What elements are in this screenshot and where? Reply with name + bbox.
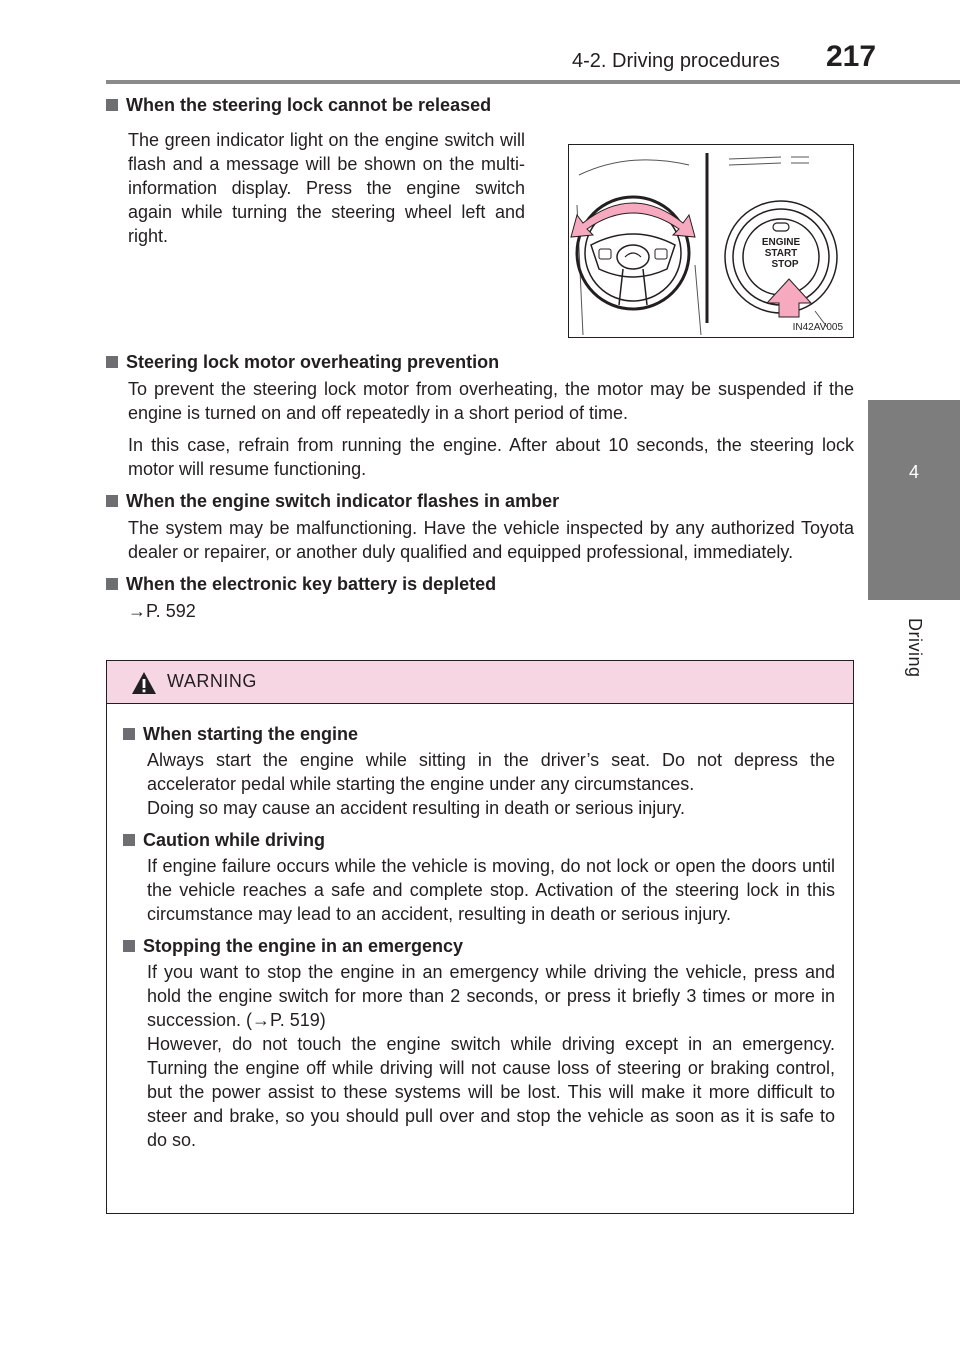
warning-body bbox=[107, 704, 853, 1152]
section-heading: When the steering lock cannot be released bbox=[106, 93, 854, 117]
section-text: To prevent the steering lock motor from overheating, the motor may be suspended if the engine is turned on and off repeatedly in a short period of time. bbox=[128, 379, 854, 423]
steering-lock-row bbox=[106, 128, 854, 338]
warning-header bbox=[107, 661, 853, 704]
steering-wheel-illustration bbox=[568, 144, 854, 338]
square-bullet-icon bbox=[123, 940, 135, 952]
start-button-label: START bbox=[764, 248, 798, 259]
warning-item-heading: When starting the engine bbox=[123, 722, 835, 746]
warning-item-heading: Caution while driving bbox=[123, 828, 835, 852]
warning-box bbox=[106, 660, 854, 1214]
warning-item-text: If you want to stop the engine in an emergency while driving the vehicle, press and hold the engine switch for more than 2 seconds, or press it briefly 3 times or more in succession. (→P. 519) bbox=[147, 962, 835, 1030]
figure-code: IN42AV005 bbox=[792, 322, 843, 333]
warning-title: WARNING bbox=[167, 671, 257, 691]
stop-button-label: STOP bbox=[771, 259, 799, 270]
section-text: In this case, refrain from running the engine. After about 10 seconds, the steering lock motor will resume functioning. bbox=[128, 435, 854, 479]
square-bullet-icon bbox=[123, 834, 135, 846]
section-heading: When the engine switch indicator flashes in amber bbox=[106, 489, 854, 513]
section-title: 4-2. Driving procedures bbox=[572, 50, 780, 72]
engine-button-label: ENGINE bbox=[761, 237, 801, 248]
page-number: 217 bbox=[826, 40, 877, 73]
main-content bbox=[106, 93, 854, 623]
square-bullet-icon bbox=[106, 99, 118, 111]
square-bullet-icon bbox=[106, 495, 118, 507]
square-bullet-icon bbox=[106, 578, 118, 590]
warning-item-text: If engine failure occurs while the vehicle is moving, do not lock or open the doors until the vehicle reaches a safe and complete stop. Activation of the steering lock in this circumstance may lead to an accident, resulting in death or serious injury. bbox=[147, 856, 835, 924]
warning-item-text: However, do not touch the engine switch while driving except in an emergency. Turning the engine off while driving will not cause loss of steering or braking control, but the power assist to these systems will be lost. This will make it more difficult to steer and brake, so you should pull over and stop the vehicle as soon as it is safe to do so. bbox=[147, 1034, 835, 1150]
warning-triangle-icon bbox=[131, 671, 157, 695]
warning-item-heading: Stopping the engine in an emergency bbox=[123, 934, 835, 958]
warning-item-text: Doing so may cause an accident resulting in death or serious injury. bbox=[147, 798, 685, 818]
section-text: The green indicator light on the engine switch will flash and a message will be shown on the multi-information display. Press the engine switch again while turning the steering wheel left and right. bbox=[128, 130, 525, 246]
chapter-number: 4 bbox=[908, 462, 919, 482]
section-text: The system may be malfunctioning. Have the vehicle inspected by any authorized Toyota dealer or repairer, or another duly qualified and equipped professional, immediately. bbox=[128, 518, 854, 562]
header-rule bbox=[106, 80, 960, 84]
section-heading: Steering lock motor overheating prevention bbox=[106, 350, 854, 374]
chapter-label: Driving bbox=[905, 618, 925, 678]
square-bullet-icon bbox=[123, 728, 135, 740]
warning-item-text: Always start the engine while sitting in the driver’s seat. Do not depress the accelerator pedal while starting the engine under any circumstances. bbox=[147, 750, 835, 794]
steering-wheel-engine-switch-icon bbox=[569, 145, 853, 337]
section-heading: When the electronic key battery is depleted bbox=[106, 572, 854, 596]
square-bullet-icon bbox=[106, 356, 118, 368]
page-reference-link[interactable]: →P. 592 bbox=[128, 601, 196, 621]
chapter-tab[interactable] bbox=[868, 400, 960, 600]
